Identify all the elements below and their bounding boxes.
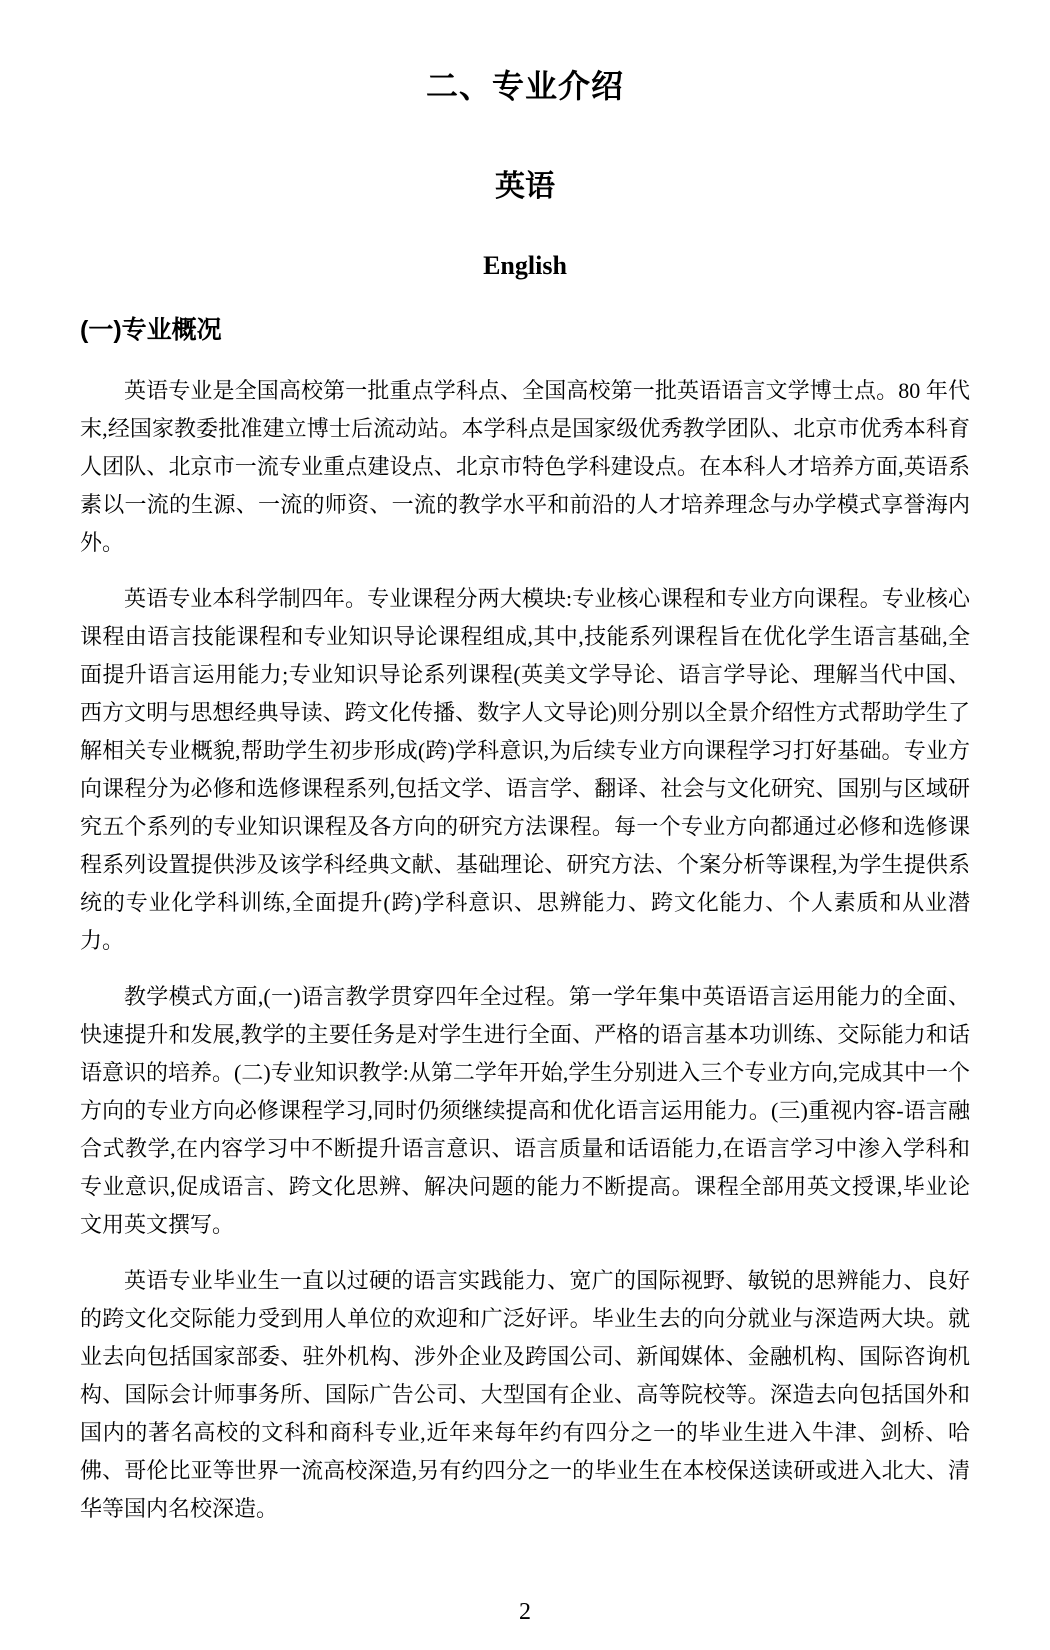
section-heading-overview: (一)专业概况	[80, 316, 222, 344]
major-name-chinese: 英语	[495, 170, 555, 203]
paragraph-graduates: 英语专业毕业生一直以过硬的语言实践能力、宽广的国际视野、敏锐的思辨能力、良好的跨文化交际能力受到用人单位的欢迎和广泛好评。毕业生去的向分就业与深造两大块。就业去向包括国家部委、驻外机构、涉外企业及跨国公司、新闻媒体、金融机构、国际咨询机构、国际会计师事务所、国际广告公司、大型国有企业、高等院校等。深造去向包括国外和国内的著名高校的文科和商科专业,近年来每年约有四分之一的毕业生进入牛津、剑桥、哈佛、哥伦比亚等世界一流高校深造,另有约四分之一的毕业生在本校保送读研或进入北大、清华等国内名校深造。	[80, 1268, 970, 1521]
paragraph-program-history: 英语专业是全国高校第一批重点学科点、全国高校第一批英语语言文学博士点。80 年代末,经国家教委批准建立博士后流动站。本学科点是国家级优秀教学团队、北京市优秀本科育人团队、北京市一流专业重点建设点、北京市特色学科建设点。在本科人才培养方面,英语系素以一流的生源、一流的师资、一流的教学水平和前沿的人才培养理念与办学模式享誉海内外。	[80, 378, 970, 555]
doc-title: 二、专业介绍	[425, 68, 624, 104]
page-number: 2	[519, 1599, 531, 1625]
paragraph-curriculum: 英语专业本科学制四年。专业课程分两大模块:专业核心课程和专业方向课程。专业核心课程由语言技能课程和专业知识导论课程组成,其中,技能系列课程旨在优化学生语言基础,全面提升语言运用能力;专业知识导论系列课程(英美文学导论、语言学导论、理解当代中国、西方文明与思想经典导读、跨文化传播、数字人文导论)则分别以全景介绍性方式帮助学生了解相关专业概貌,帮助学生初步形成(跨)学科意识,为后续专业方向课程学习打好基础。专业方向课程分为必修和选修课程系列,包括文学、语言学、翻译、社会与文化研究、国别与区域研究五个系列的专业知识课程及各方向的研究方法课程。每一个专业方向都通过必修和选修课程系列设置提供涉及该学科经典文献、基础理论、研究方法、个案分析等课程,为学生提供系统的专业化学科训练,全面提升(跨)学科意识、思辨能力、跨文化能力、个人素质和从业潜力。	[80, 586, 970, 953]
major-name-english: English	[483, 251, 567, 280]
paragraph-teaching-model: 教学模式方面,(一)语言教学贯穿四年全过程。第一学年集中英语语言运用能力的全面、快速提升和发展,教学的主要任务是对学生进行全面、严格的语言基本功训练、交际能力和话语意识的培养。(二)专业知识教学:从第二学年开始,学生分别进入三个专业方向,完成其中一个方向的专业方向必修课程学习,同时仍须继续提高和优化语言运用能力。(三)重视内容-语言融合式教学,在内容学习中不断提升语言意识、语言质量和话语能力,在语言学习中渗入学科和专业意识,促成语言、跨文化思辨、解决问题的能力不断提高。课程全部用英文授课,毕业论文用英文撰写。	[80, 984, 970, 1237]
